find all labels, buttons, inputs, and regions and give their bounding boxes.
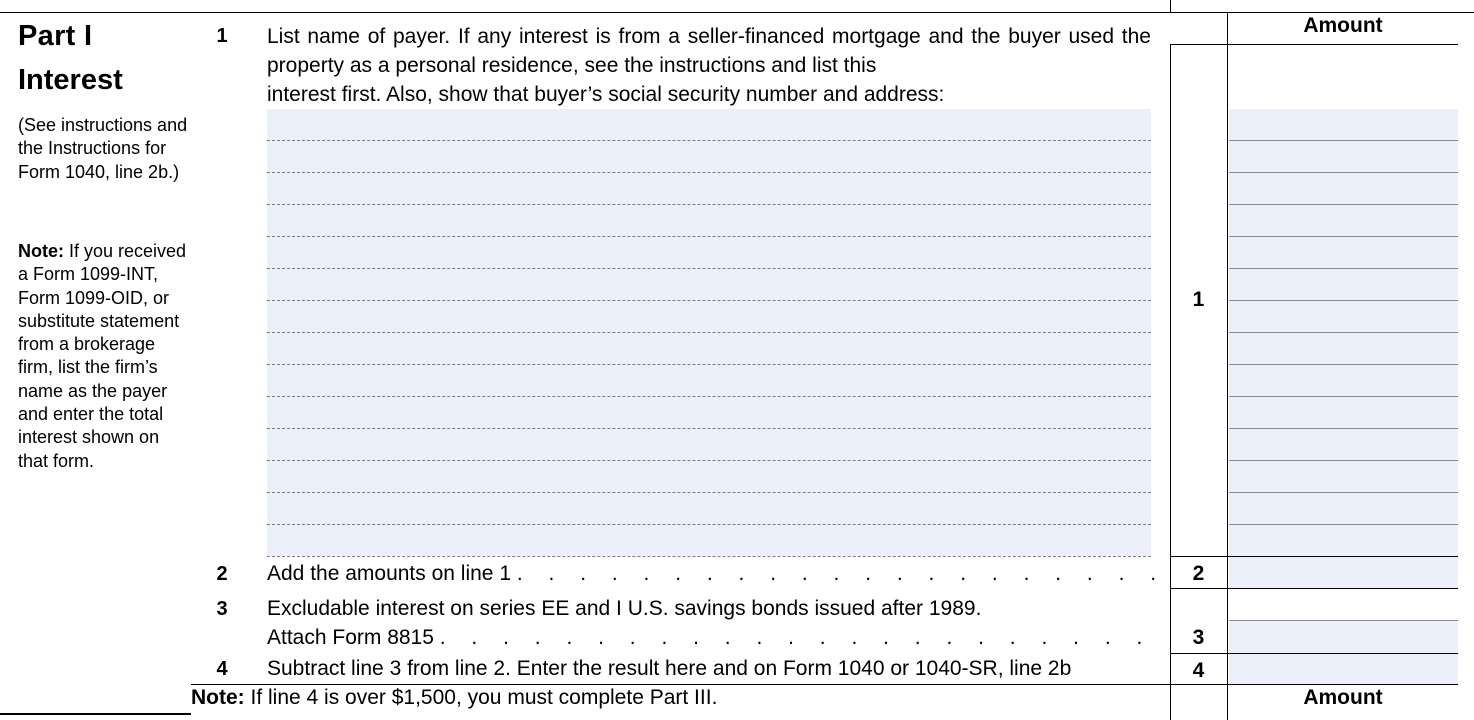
- payer-line: [267, 428, 1151, 429]
- part-title: Interest: [18, 64, 123, 96]
- line-3-amount-field[interactable]: [1229, 621, 1458, 653]
- line-3-leader-dots: . . . . . . . . . . . . . . . . . . . . . . .: [439, 626, 1153, 649]
- top-rule: [0, 12, 1474, 13]
- bottom-note-rule: [191, 684, 1458, 685]
- line-1-box-label: 1: [1192, 288, 1205, 311]
- amount-column-left-rule: [1227, 12, 1228, 720]
- line-1-text-a: List name of payer. If any interest is from a seller-financed mortgage and the buyer used the property as a personal residence, see the instructions and list this: [267, 25, 1151, 77]
- amount-row-line: [1229, 524, 1458, 525]
- line-4-amount-field[interactable]: [1229, 654, 1458, 684]
- line-2-leader-dots: . . . . . . . . . . . . . . . . . . . . .: [516, 562, 1167, 585]
- label-column-left-rule: [1170, 44, 1171, 720]
- line-4-box-label: 4: [1192, 659, 1205, 682]
- payer-line: [267, 492, 1151, 493]
- line-2-bottom-rule: [1170, 588, 1458, 589]
- amount-row-line: [1229, 332, 1458, 333]
- line-3-box-label: 3: [1192, 626, 1205, 649]
- line-2-description: [267, 559, 1166, 588]
- line-1-description: [267, 22, 1151, 109]
- amount-row-line: [1229, 236, 1458, 237]
- bottom-note-label: Note:: [191, 686, 245, 709]
- payer-line: [267, 236, 1151, 237]
- amount-column-footer: Amount: [1303, 686, 1383, 709]
- line-4-text: Subtract line 3 from line 2. Enter the result here and on Form 1040 or 1040-SR, line 2b: [267, 657, 1072, 680]
- line-1-number: 1: [216, 25, 228, 47]
- line-2-number: 2: [216, 563, 228, 585]
- amount-row-line: [1229, 204, 1458, 205]
- payer-line: [267, 460, 1151, 461]
- payer-line: [267, 396, 1151, 397]
- amount-row-line: [1229, 428, 1458, 429]
- amount-row-line: [1229, 460, 1458, 461]
- payer-line: [267, 172, 1151, 173]
- payer-line: [267, 524, 1151, 525]
- line-3-number: 3: [216, 598, 228, 620]
- amount-row-line: [1229, 492, 1458, 493]
- amount-row-line: [1229, 172, 1458, 173]
- payer-line: [267, 332, 1151, 333]
- payer-line: [267, 556, 1151, 557]
- bottom-note-text: If line 4 is over $1,500, you must complete Part III.: [244, 686, 718, 709]
- sidebar-note-label: Note:: [18, 241, 64, 261]
- amount-row-line: [1229, 396, 1458, 397]
- line-1-text-b: interest first. Also, show that buyer’s social security number and address:: [267, 83, 945, 106]
- line-2-box-label: 2: [1192, 562, 1205, 585]
- amount-header-rule: [1170, 44, 1458, 45]
- line-3-description: [267, 623, 1152, 652]
- amount-row-line: [1229, 300, 1458, 301]
- payer-line: [267, 204, 1151, 205]
- line-3-text-a: Excludable interest on series EE and I U.S. savings bonds issued after 1989.: [267, 597, 982, 620]
- line-3-text-b: Attach Form 8815: [267, 626, 434, 649]
- line-2-amount-field[interactable]: [1229, 557, 1458, 588]
- amount-row-line: [1229, 268, 1458, 269]
- payer-line: [267, 140, 1151, 141]
- amount-row-line: [1229, 140, 1458, 141]
- line-4-number: 4: [216, 658, 228, 680]
- payer-line: [267, 300, 1151, 301]
- payer-line: [267, 364, 1151, 365]
- part-label: Part I: [18, 20, 93, 52]
- payer-line: [267, 268, 1151, 269]
- sidebar-instructions: (See instructions and the Instructions for Form 1040, line 2b.): [18, 115, 188, 182]
- sidebar-note: [18, 240, 193, 473]
- sidebar-note-text: If you received a Form 1099-INT, Form 1099-OID, or substitute statement from a brokerage firm, list the firm’s name as the payer and enter the total interest shown on that form.: [18, 241, 187, 471]
- bottom-left-rule: [0, 713, 191, 715]
- amount-row-line: [1229, 364, 1458, 365]
- bottom-note: [191, 686, 717, 710]
- line-2-text: Add the amounts on line 1: [267, 562, 512, 585]
- amount-column-header: Amount: [1303, 14, 1383, 37]
- top-column-divider: [1170, 0, 1171, 12]
